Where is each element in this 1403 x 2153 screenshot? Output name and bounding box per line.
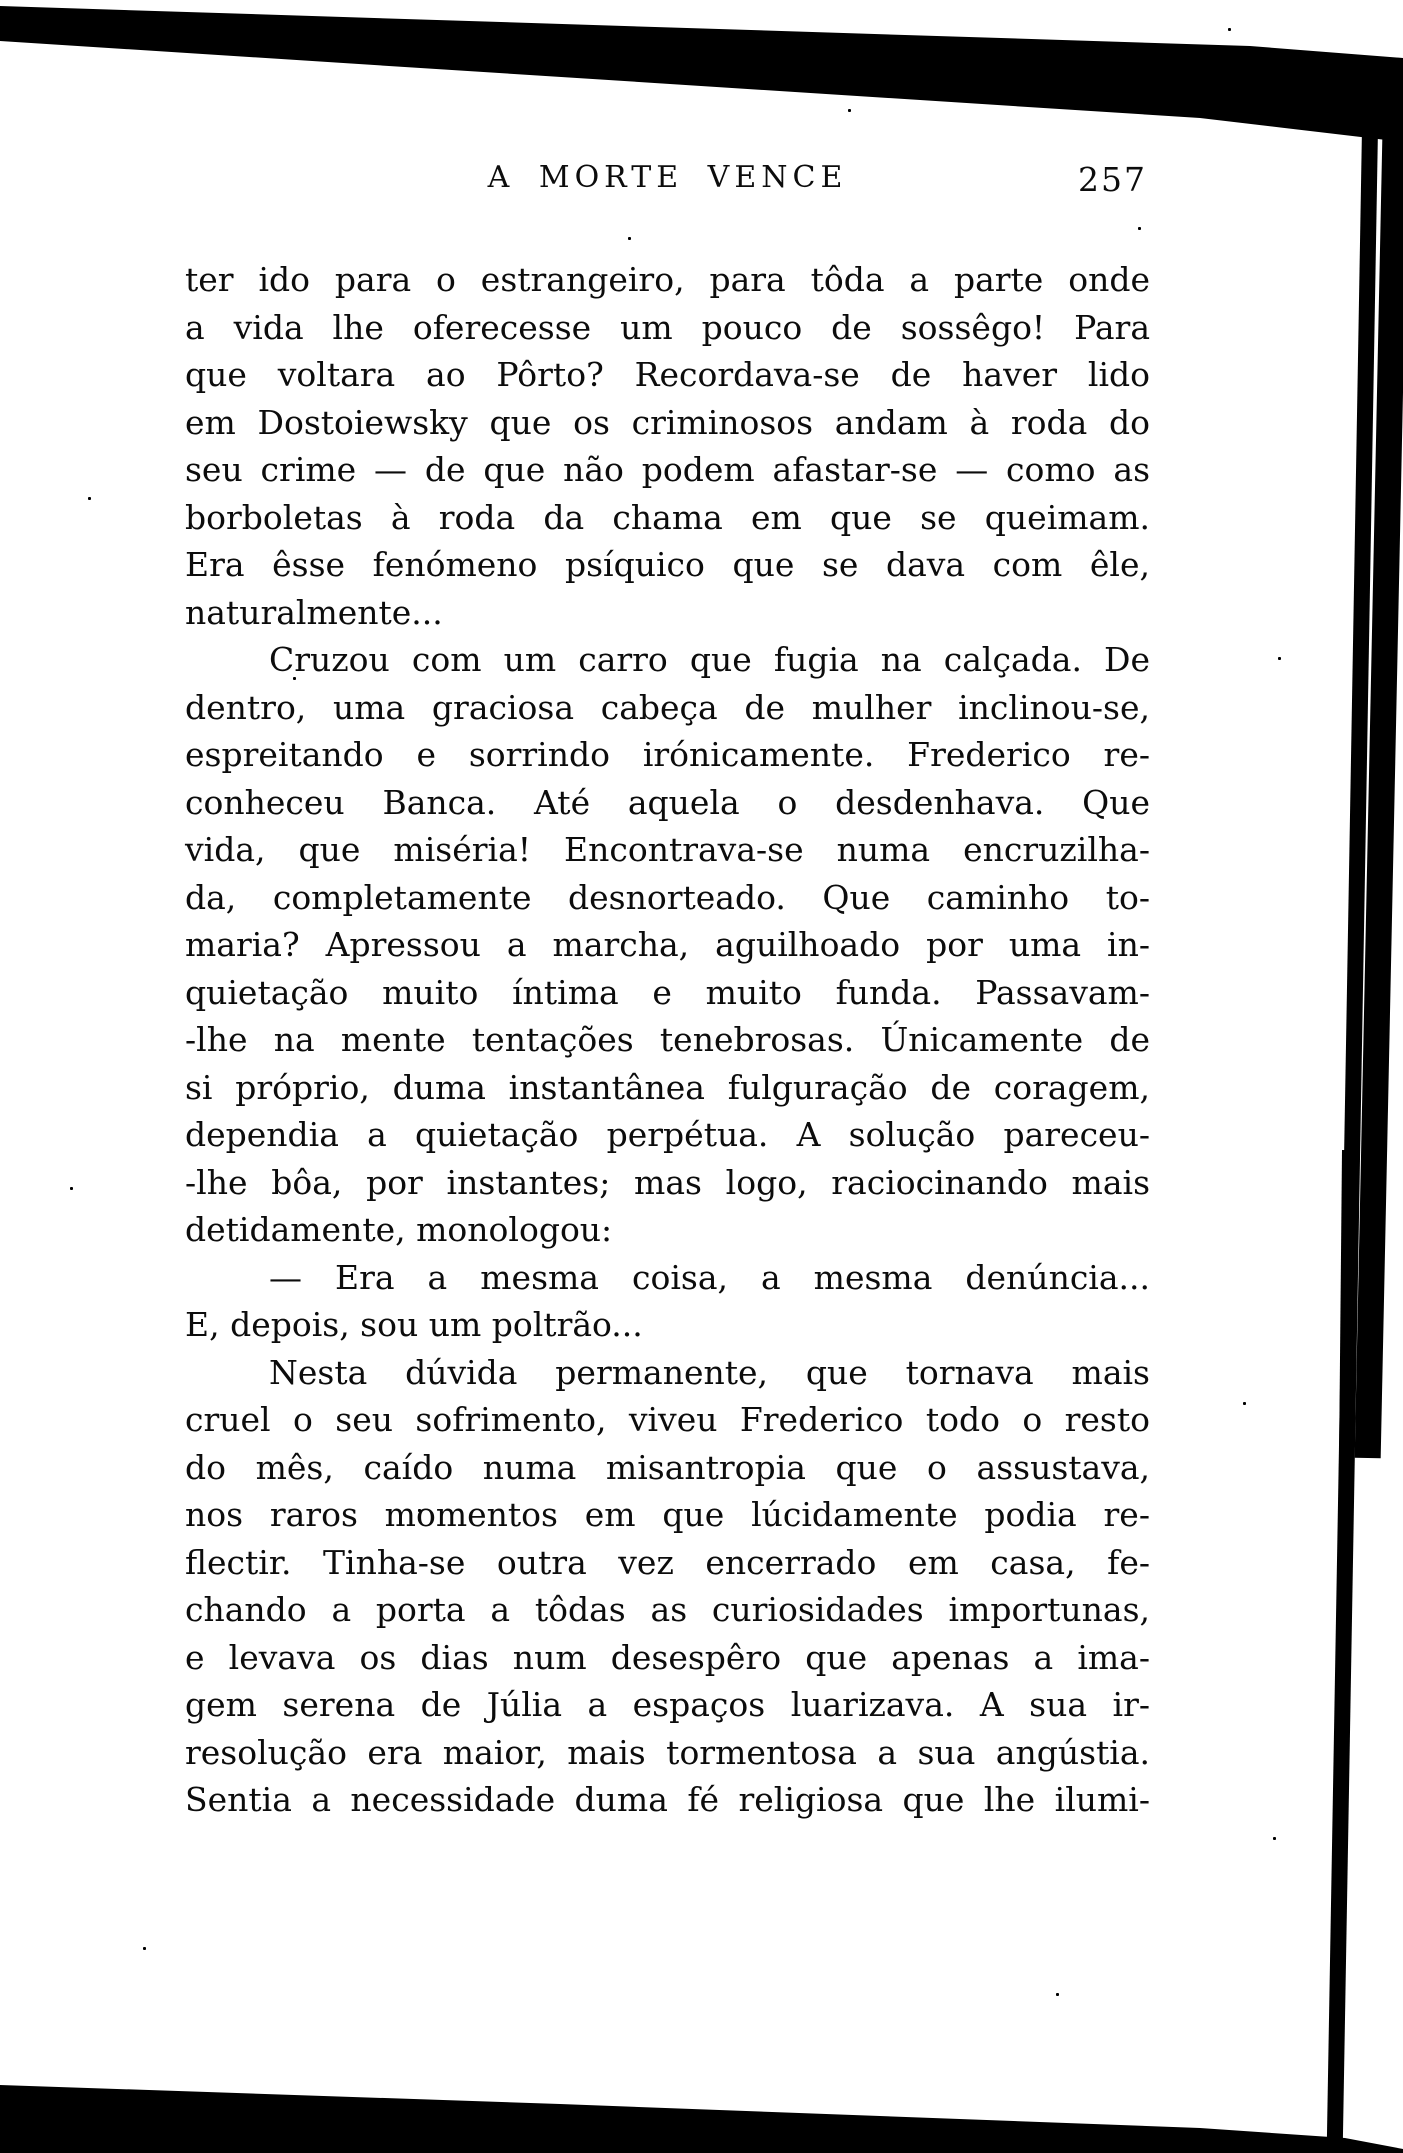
text-line: e levava os dias num desespêro que apenas a ima- <box>185 1637 1150 1677</box>
text-line: quietação muito íntima e muito funda. Passavam- <box>185 972 1150 1012</box>
text-line: chando a porta a tôdas as curiosidades importunas, <box>185 1590 1150 1629</box>
text-line: conheceu Banca. Até aquela o desdenhava. Que <box>185 782 1150 822</box>
running-head <box>185 160 1150 200</box>
text-line: seu crime — de que não podem afastar-se — como as <box>185 450 1150 489</box>
text-line: ter ido para o estrangeiro, para tôda a parte onde <box>185 260 1150 299</box>
text-line: maria? Apressou a marcha, aguilhoado por uma in- <box>185 925 1150 964</box>
text-line: -lhe na mente tentações tenebrosas. Únicamente de <box>185 1020 1150 1059</box>
text-line: naturalmente... <box>185 592 443 632</box>
scan-top-black-band <box>0 0 1403 160</box>
text-line: do mês, caído numa misantropia que o assustava, <box>185 1447 1150 1487</box>
text-line: borboletas à roda da chama em que se queimam. <box>185 497 1150 537</box>
text-line: flectir. Tinha-se outra vez encerrado em casa, fe- <box>185 1542 1150 1582</box>
text-line: dentro, uma graciosa cabeça de mulher inclinou-se, <box>185 687 1150 727</box>
text-line: Cruzou com um carro que fugia na calçada. De <box>269 640 1150 679</box>
text-line: espreitando e sorrindo irónicamente. Frederico re- <box>185 735 1150 774</box>
text-line: si próprio, duma instantânea fulguração de coragem, <box>185 1067 1150 1107</box>
text-line: -lhe bôa, por instantes; mas logo, raciocinando mais <box>185 1162 1150 1202</box>
text-line: detidamente, monologou: <box>185 1210 613 1249</box>
text-line: E, depois, sou um poltrão... <box>185 1305 643 1344</box>
scan-bottom-black-band <box>0 2058 1403 2153</box>
text-line: que voltara ao Pôrto? Recordava-se de haver lido <box>185 355 1150 394</box>
text-line: gem serena de Júlia a espaços luarizava. A sua ir- <box>185 1685 1150 1724</box>
page-number: 257 <box>1078 160 1147 199</box>
text-line: Nesta dúvida permanente, que tornava mais <box>269 1352 1150 1392</box>
text-line: resolução era maior, mais tormentosa a sua angústia. <box>185 1732 1150 1772</box>
text-line: a vida lhe oferecesse um pouco de sossêgo! Para <box>185 307 1150 347</box>
text-line: cruel o seu sofrimento, viveu Frederico todo o resto <box>185 1400 1150 1439</box>
text-line: Era êsse fenómeno psíquico que se dava com êle, <box>185 545 1150 584</box>
text-line: Sentia a necessidade duma fé religiosa que lhe ilumi- <box>185 1780 1150 1819</box>
page-body <box>185 256 1150 1824</box>
text-line: vida, que miséria! Encontrava-se numa encruzilha- <box>185 830 1150 869</box>
chapter-title: A MORTE VENCE <box>487 160 848 195</box>
text-line: — Era a mesma coisa, a mesma denúncia... <box>269 1257 1150 1297</box>
scan-noise-speckles <box>88 497 91 500</box>
text-line: nos raros momentos em que lúcidamente podia re- <box>185 1495 1150 1534</box>
text-line: da, completamente desnorteado. Que caminho to- <box>185 877 1150 917</box>
text-line: em Dostoiewsky que os criminosos andam à roda do <box>185 402 1150 442</box>
text-line: dependia a quietação perpétua. A solução pareceu- <box>185 1115 1150 1154</box>
